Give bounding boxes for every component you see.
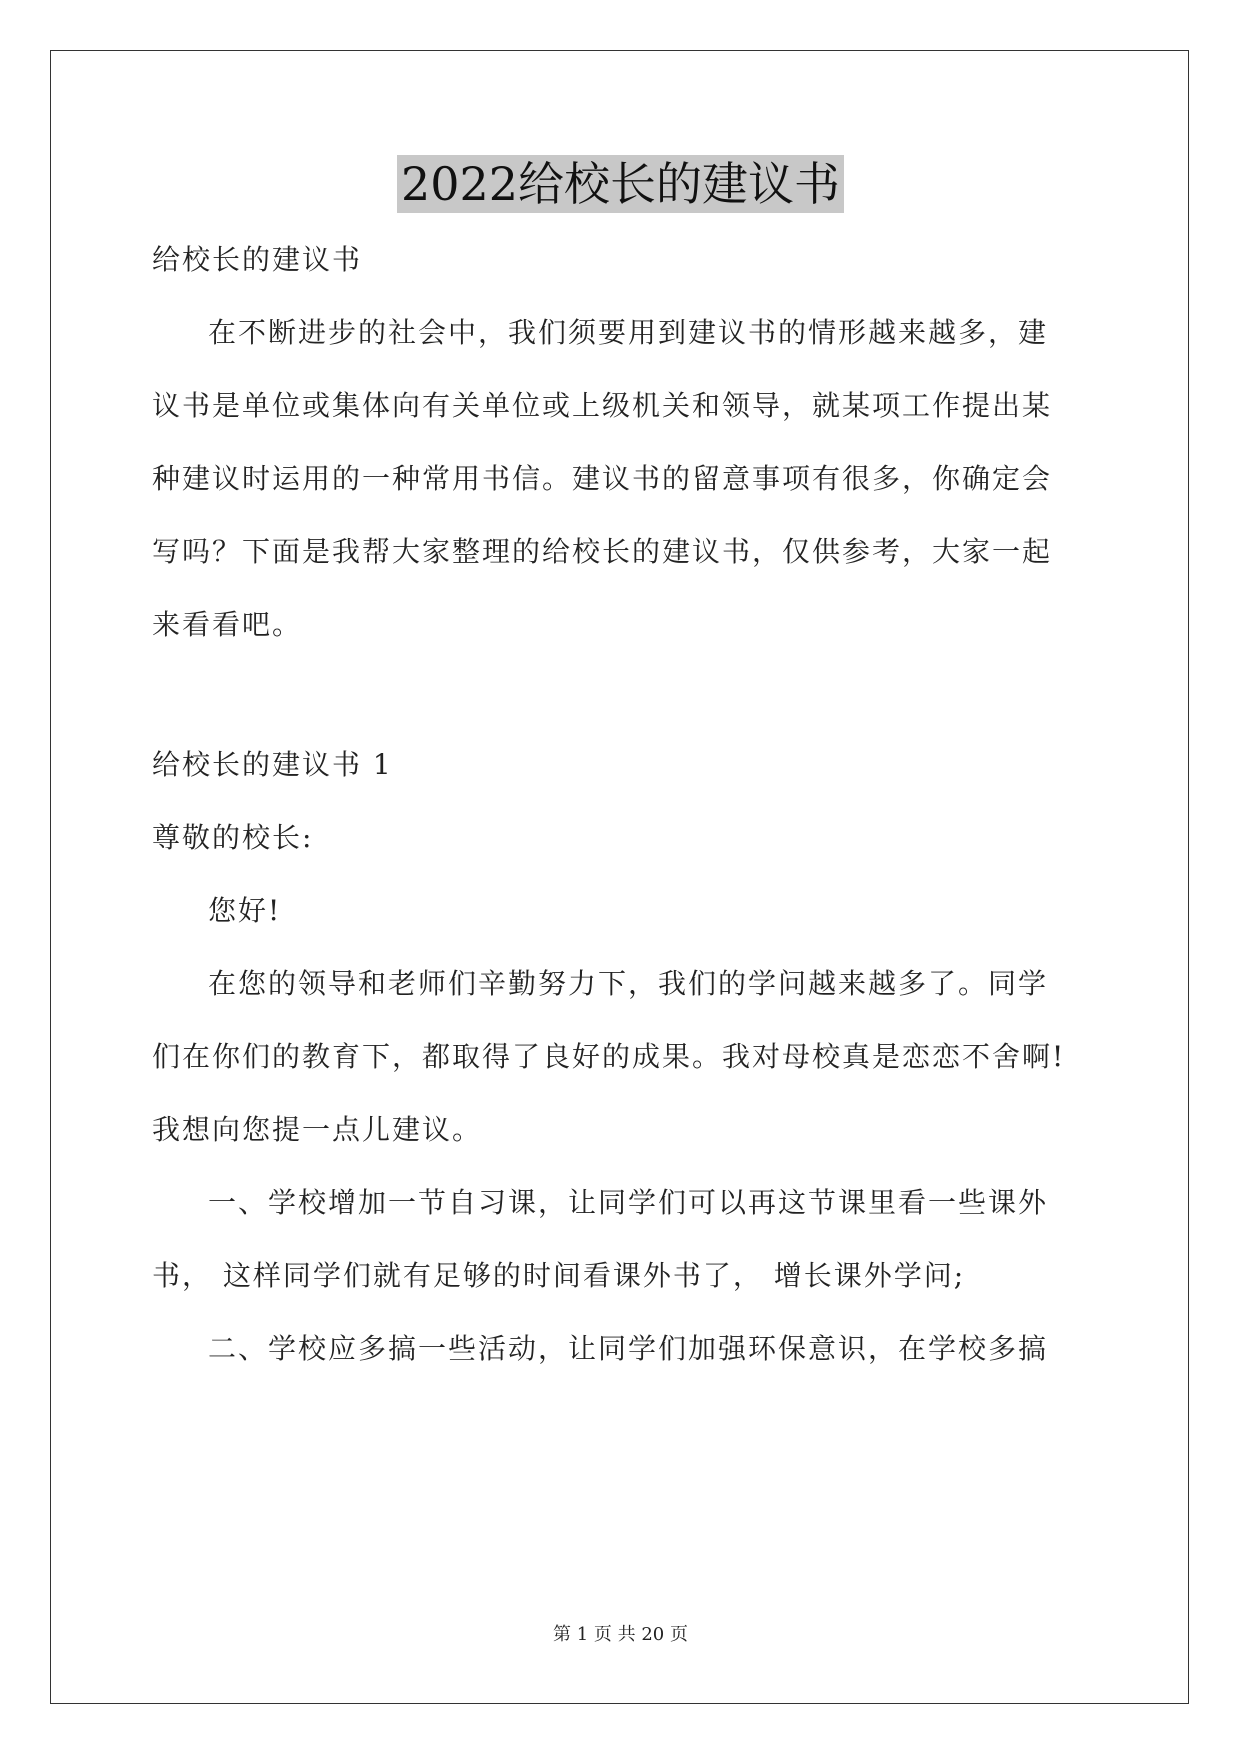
greeting: 您好! [208, 894, 282, 927]
intro-line-2: 议书是单位或集体向有关单位或上级机关和领导，就某项工作提出某 [152, 389, 1053, 422]
intro-line-1: 在不断进步的社会中，我们须要用到建议书的情形越来越多，建 [208, 316, 1049, 349]
para2-line-2: 书， 这样同学们就有足够的时间看课外书了， 增长课外学问; [152, 1259, 966, 1292]
intro-line-3: 种建议时运用的一种常用书信。建议书的留意事项有很多，你确定会 [152, 462, 1053, 495]
para1-line-1: 在您的领导和老师们辛勤努力下，我们的学问越来越多了。同学 [208, 967, 1049, 1000]
intro-line-5: 来看看吧。 [152, 608, 303, 641]
intro-line-4: 写吗？下面是我帮大家整理的给校长的建议书，仅供参考，大家一起 [152, 535, 1053, 568]
para2-line-1: 一、学校增加一节自习课，让同学们可以再这节课里看一些课外 [208, 1186, 1049, 1219]
subtitle: 给校长的建议书 [152, 243, 363, 276]
para3-line-1: 二、学校应多搞一些活动，让同学们加强环保意识，在学校多搞 [208, 1332, 1049, 1365]
page-footer: 第 1 页 共 20 页 [553, 1624, 688, 1645]
document-title: 2022给校长的建议书 [397, 155, 844, 213]
para1-line-2: 们在你们的教育下，都取得了良好的成果。我对母校真是恋恋不舍啊! [152, 1040, 1066, 1073]
title-container [0, 155, 1241, 213]
salutation: 尊敬的校长: [152, 821, 314, 854]
page-border [50, 50, 1189, 1704]
para1-line-3: 我想向您提一点儿建议。 [152, 1113, 483, 1146]
section-title: 给校长的建议书 1 [152, 748, 393, 781]
